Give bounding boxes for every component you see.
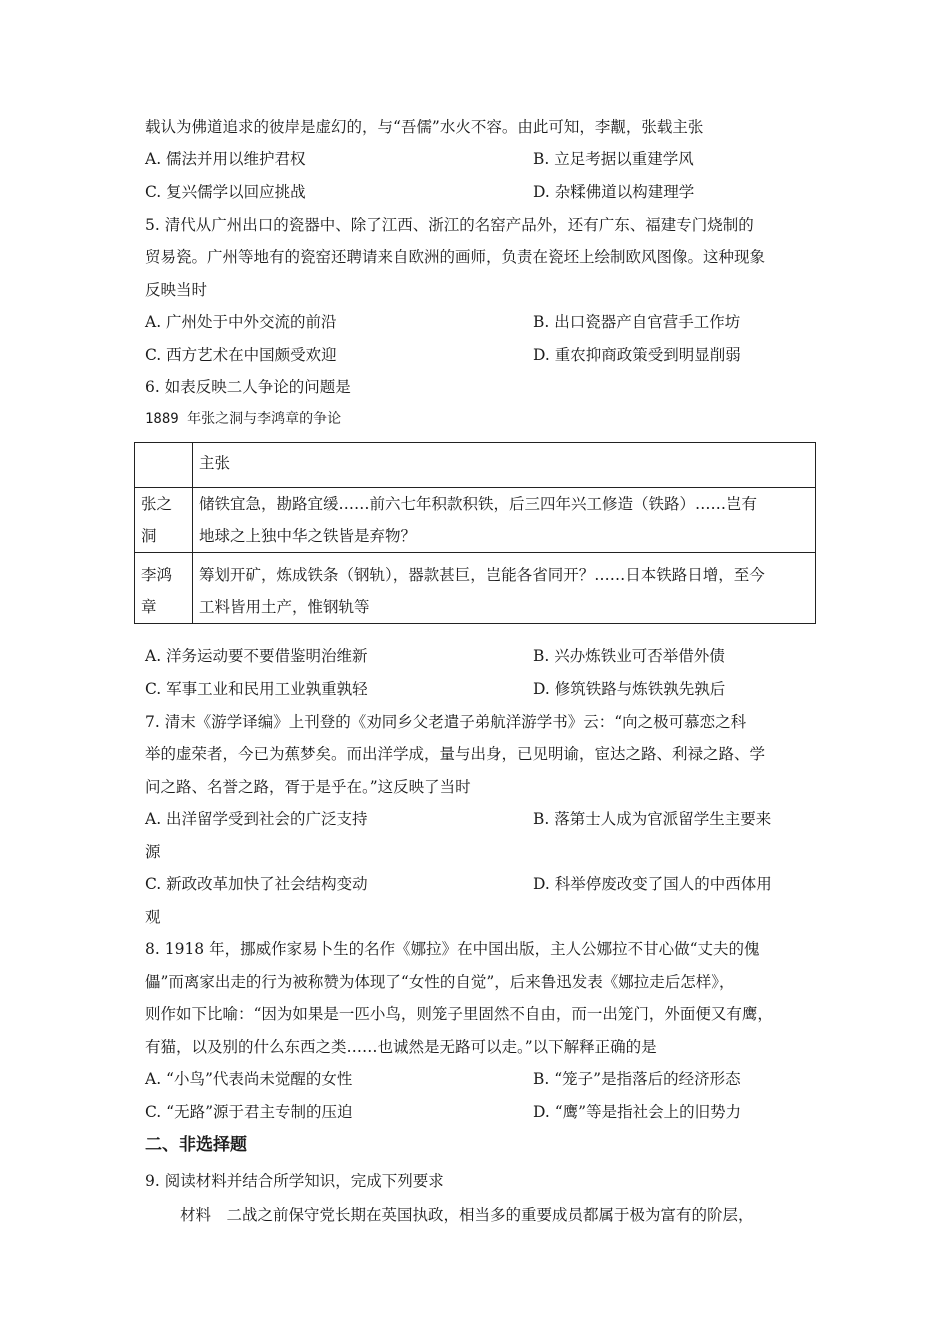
name-line: 张之: [141, 495, 173, 513]
q8-stem-line3: 则作如下比喻：“因为如果是一匹小鸟，则笼子里固然不自由，而一出笼门，外面便又有鹰，: [145, 1005, 773, 1023]
q7-option-d-wrap: 观: [145, 908, 161, 926]
q6-option-d: D. 修筑铁路与炼铁孰先孰后: [533, 680, 726, 698]
table-caption: 1889 年张之洞与李鸿章的争论: [145, 411, 342, 427]
q6-stem: 6. 如表反映二人争论的问题是: [145, 378, 351, 396]
table-header-empty-cell: [135, 443, 193, 488]
q6-option-c: C. 军事工业和民用工业孰重孰轻: [145, 680, 368, 698]
table-header-row: [135, 443, 816, 488]
q7-option-b-wrap: 源: [145, 843, 161, 861]
q6-option-a: A. 洋务运动要不要借鉴明治维新: [145, 647, 368, 665]
q4-option-b: B. 立足考据以重建学风: [533, 150, 694, 168]
q7-option-b: B. 落第士人成为官派留学生主要来: [533, 810, 772, 828]
text-line: 工料皆用土产，惟钢轨等: [199, 598, 370, 616]
q5-option-d: D. 重农抑商政策受到明显削弱: [533, 346, 741, 364]
name-line: 李鸿: [141, 566, 173, 584]
table-row: [135, 488, 816, 553]
name-line: 章: [141, 598, 157, 616]
table-header-cell: 主张: [193, 443, 816, 488]
q7-stem-line1: 7. 清末《游学译编》上刊登的《劝同乡父老遣子弟航洋游学书》云：“向之极可慕恋之科: [145, 713, 747, 731]
name-line: 洞: [141, 527, 157, 545]
table-name-cell: [135, 553, 193, 624]
q7-stem-line3: 问之路、名誉之路，胥于是乎在。”这反映了当时: [145, 778, 471, 796]
q8-stem-line1: 8. 1918 年，挪威作家易卜生的名作《娜拉》在中国出版，主人公娜拉不甘心做“丈夫的傀: [145, 940, 760, 958]
section-heading: 二、非选择题: [145, 1135, 247, 1155]
table-text-cell: [193, 553, 816, 624]
q8-option-d: D. “鹰”等是指社会上的旧势力: [533, 1103, 742, 1121]
q7-option-d: D. 科举停废改变了国人的中西体用: [533, 875, 772, 893]
text-line: 储铁宜急，勘路宜缓……前六七年积款积铁，后三四年兴工修造（铁路）……岂有: [199, 495, 758, 513]
q8-option-b: B. “笼子”是指落后的经济形态: [533, 1070, 741, 1088]
q6-option-b: B. 兴办炼铁业可否举借外债: [533, 647, 725, 665]
q4-option-a: A. 儒法并用以维护君权: [145, 150, 306, 168]
text-line: 地球之上独中华之铁皆是弃物？: [199, 527, 417, 545]
q5-stem-line2: 贸易瓷。广州等地有的瓷窑还聘请来自欧洲的画师，负责在瓷坯上绘制欧风图像。这种现象: [145, 248, 766, 266]
table-row: [135, 553, 816, 624]
q9-stem: 9. 阅读材料并结合所学知识，完成下列要求: [145, 1172, 444, 1190]
q7-stem-line2: 举的虚荣者，今已为蕉梦矣。而出洋学成，量与出身，已见明谕，宦达之路、利禄之路、学: [145, 745, 766, 763]
q8-option-c: C. “无路”源于君主专制的压迫: [145, 1103, 353, 1121]
q8-stem-line4: 有猫，以及别的什么东西之类……也诚然是无路可以走。”以下解释正确的是: [145, 1038, 657, 1056]
q5-option-a: A. 广州处于中外交流的前沿: [145, 313, 337, 331]
table-name-cell: [135, 488, 193, 553]
q4-option-c: C. 复兴儒学以回应挑战: [145, 183, 306, 201]
q4-option-d: D. 杂糅佛道以构建理学: [533, 183, 695, 201]
q7-option-a: A. 出洋留学受到社会的广泛支持: [145, 810, 368, 828]
q8-option-a: A. “小鸟”代表尚未觉醒的女性: [145, 1070, 353, 1088]
text-line: 筹划开矿，炼成铁条（钢轨），器款甚巨，岂能各省同开？……日本铁路日增，至今: [199, 566, 765, 584]
table-text-cell: [193, 488, 816, 553]
q5-stem-line3: 反映当时: [145, 281, 208, 299]
q5-stem-line1: 5. 清代从广州出口的瓷器中、除了江西、浙江的名窑产品外，还有广东、福建专门烧制的: [145, 216, 754, 234]
q5-option-b: B. 出口瓷器产自官营手工作坊: [533, 313, 741, 331]
material-text: 材料 二战之前保守党长期在英国执政，相当多的重要成员都属于极为富有的阶层，: [180, 1206, 754, 1224]
q5-option-c: C. 西方艺术在中国颇受欢迎: [145, 346, 337, 364]
q4-stem-end: 载认为佛道追求的彼岸是虚幻的，与“吾儒”水火不容。由此可知，李觏，张载主张: [145, 118, 704, 136]
q7-option-c: C. 新政改革加快了社会结构变动: [145, 875, 368, 893]
debate-table: [134, 442, 816, 624]
q8-stem-line2: 儡”而离家出走的行为被称赞为体现了“女性的自觉”，后来鲁迅发表《娜拉走后怎样》，: [145, 973, 735, 991]
